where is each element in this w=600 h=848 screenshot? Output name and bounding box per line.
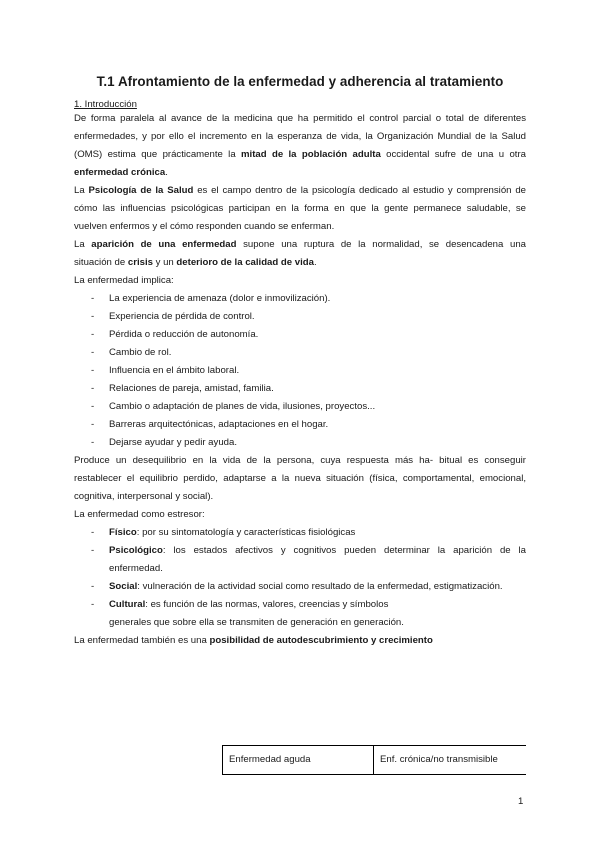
list-item: Relaciones de pareja, amistad, familia. xyxy=(109,383,274,394)
p1-line-3 xyxy=(74,146,526,164)
list-dash: - xyxy=(91,419,95,430)
p1-line-4-end: . xyxy=(165,167,168,178)
section-heading: 1. Introducción xyxy=(74,99,137,110)
list-dash: - xyxy=(91,437,95,448)
final-emphasis: posibilidad de autodescubrimiento y crecimiento xyxy=(209,635,433,646)
table-header-aguda: Enfermedad aguda xyxy=(222,746,373,774)
text-fisico: : por su sintomatología y características fisiológicas xyxy=(136,527,356,538)
list-item: Influencia en el ámbito laboral. xyxy=(109,365,240,376)
p1-emphasis-mitad: mitad de la población adulta xyxy=(241,149,381,160)
list-item: Pérdida o reducción de autonomía. xyxy=(109,329,259,340)
list-item: La experiencia de amenaza (dolor e inmovilización). xyxy=(109,293,331,304)
list-dash: - xyxy=(91,401,95,412)
p3-line-2e: . xyxy=(313,257,317,268)
estresor-cultural-cont: generales que sobre ella se transmiten de generación en generación. xyxy=(109,617,404,628)
p2-line-1a: La xyxy=(74,185,89,196)
p2-line-2: cómo las influencias psicológicas participan en la forma en que la gente permanece saludable, se xyxy=(74,203,526,214)
estresor-social xyxy=(109,578,503,596)
p4-line-1: Produce un desequilibrio en la vida de la persona, cuya respuesta más ha- bitual es conseguir xyxy=(74,455,526,466)
p3-line-2 xyxy=(74,254,526,272)
p4-line-3: cognitiva, interpersonal y social). xyxy=(74,491,214,502)
table-header-cronica: Enf. crónica/no transmisible xyxy=(373,746,526,774)
comparison-table xyxy=(222,745,526,775)
estresor-psicologico-cont: enfermedad. xyxy=(109,563,163,574)
p3-line-1 xyxy=(74,236,526,254)
list-dash: - xyxy=(91,545,95,556)
estresor-label: La enfermedad como estresor: xyxy=(74,509,205,520)
list-dash: - xyxy=(91,365,95,376)
list-dash: - xyxy=(91,311,95,322)
list-dash: - xyxy=(91,599,95,610)
estresor-fisico xyxy=(109,524,355,542)
list-dash: - xyxy=(91,347,95,358)
list-item: Cambio o adaptación de planes de vida, ilusiones, proyectos... xyxy=(109,401,376,412)
text-cultural: : es función de las normas, valores, creencias y símbolos xyxy=(145,599,389,610)
p1-emphasis-cronica: enfermedad crónica xyxy=(74,167,166,178)
list-dash: - xyxy=(91,383,95,394)
p3-line-2c: y un xyxy=(152,257,177,268)
p3-line-1c: supone una ruptura de la normalidad, se desencadena una xyxy=(236,239,526,250)
term-cultural: Cultural xyxy=(109,599,146,610)
list-item: Experiencia de pérdida de control. xyxy=(109,311,255,322)
p3-emphasis-aparicion: aparición de una enfermedad xyxy=(91,239,237,250)
term-fisico: Físico xyxy=(109,527,137,538)
p1-line-4 xyxy=(74,164,526,182)
final-line xyxy=(74,632,526,650)
list-item: Cambio de rol. xyxy=(109,347,172,358)
term-social: Social xyxy=(109,581,138,592)
p1-line-1: De forma paralela al avance de la medicina que ha permitido el control parcial o total de diferentes xyxy=(74,113,526,124)
page-title: T.1 Afrontamiento de la enfermedad y adherencia al tratamiento xyxy=(96,74,504,89)
list-dash: - xyxy=(91,329,95,340)
text-psicologico: : los estados afectivos y cognitivos pueden determinar la aparición de la xyxy=(162,545,526,556)
estresor-psicologico xyxy=(109,542,526,560)
implica-label: La enfermedad implica: xyxy=(74,275,174,286)
p1-line-3c: occidental sufre de una u otra xyxy=(380,149,526,160)
estresor-cultural xyxy=(109,596,388,614)
p2-line-1 xyxy=(74,182,526,200)
p2-line-1c: es el campo dentro de la psicología dedicado al estudio y comprensión de xyxy=(193,185,527,196)
list-dash: - xyxy=(91,293,95,304)
p3-line-2a: situación de xyxy=(74,257,128,268)
p1-line-2: enfermedades, y por ello el incremento en la esperanza de vida, la Organización Mundial de la Salud xyxy=(74,131,526,142)
p3-emphasis-crisis: crisis xyxy=(127,257,153,268)
p3-emphasis-deterioro: deterioro de la calidad de vida xyxy=(176,257,314,268)
p3-line-1a: La xyxy=(74,239,92,250)
text-social: : vulneración de la actividad social como resultado de la enfermedad, estigmatización. xyxy=(137,581,503,592)
page-number: 1 xyxy=(518,796,524,807)
p1-line-3a: (OMS) estima que prácticamente la xyxy=(74,149,242,160)
p4-line-2: restablecer el equilibrio perdido, adaptarse a la nueva situación (física, comportamental, emocional, xyxy=(74,473,526,484)
p2-line-3: vuelven enfermos y el cómo responden cuando se enferman. xyxy=(74,221,335,232)
final-line-a: La enfermedad también es una xyxy=(74,635,210,646)
list-item: Dejarse ayudar y pedir ayuda. xyxy=(109,437,237,448)
list-dash: - xyxy=(91,527,95,538)
p2-emphasis-psicologia: Psicología de la Salud xyxy=(88,185,194,196)
list-dash: - xyxy=(91,581,95,592)
term-psicologico: Psicológico xyxy=(109,545,163,556)
list-item: Barreras arquitectónicas, adaptaciones en el hogar. xyxy=(109,419,329,430)
